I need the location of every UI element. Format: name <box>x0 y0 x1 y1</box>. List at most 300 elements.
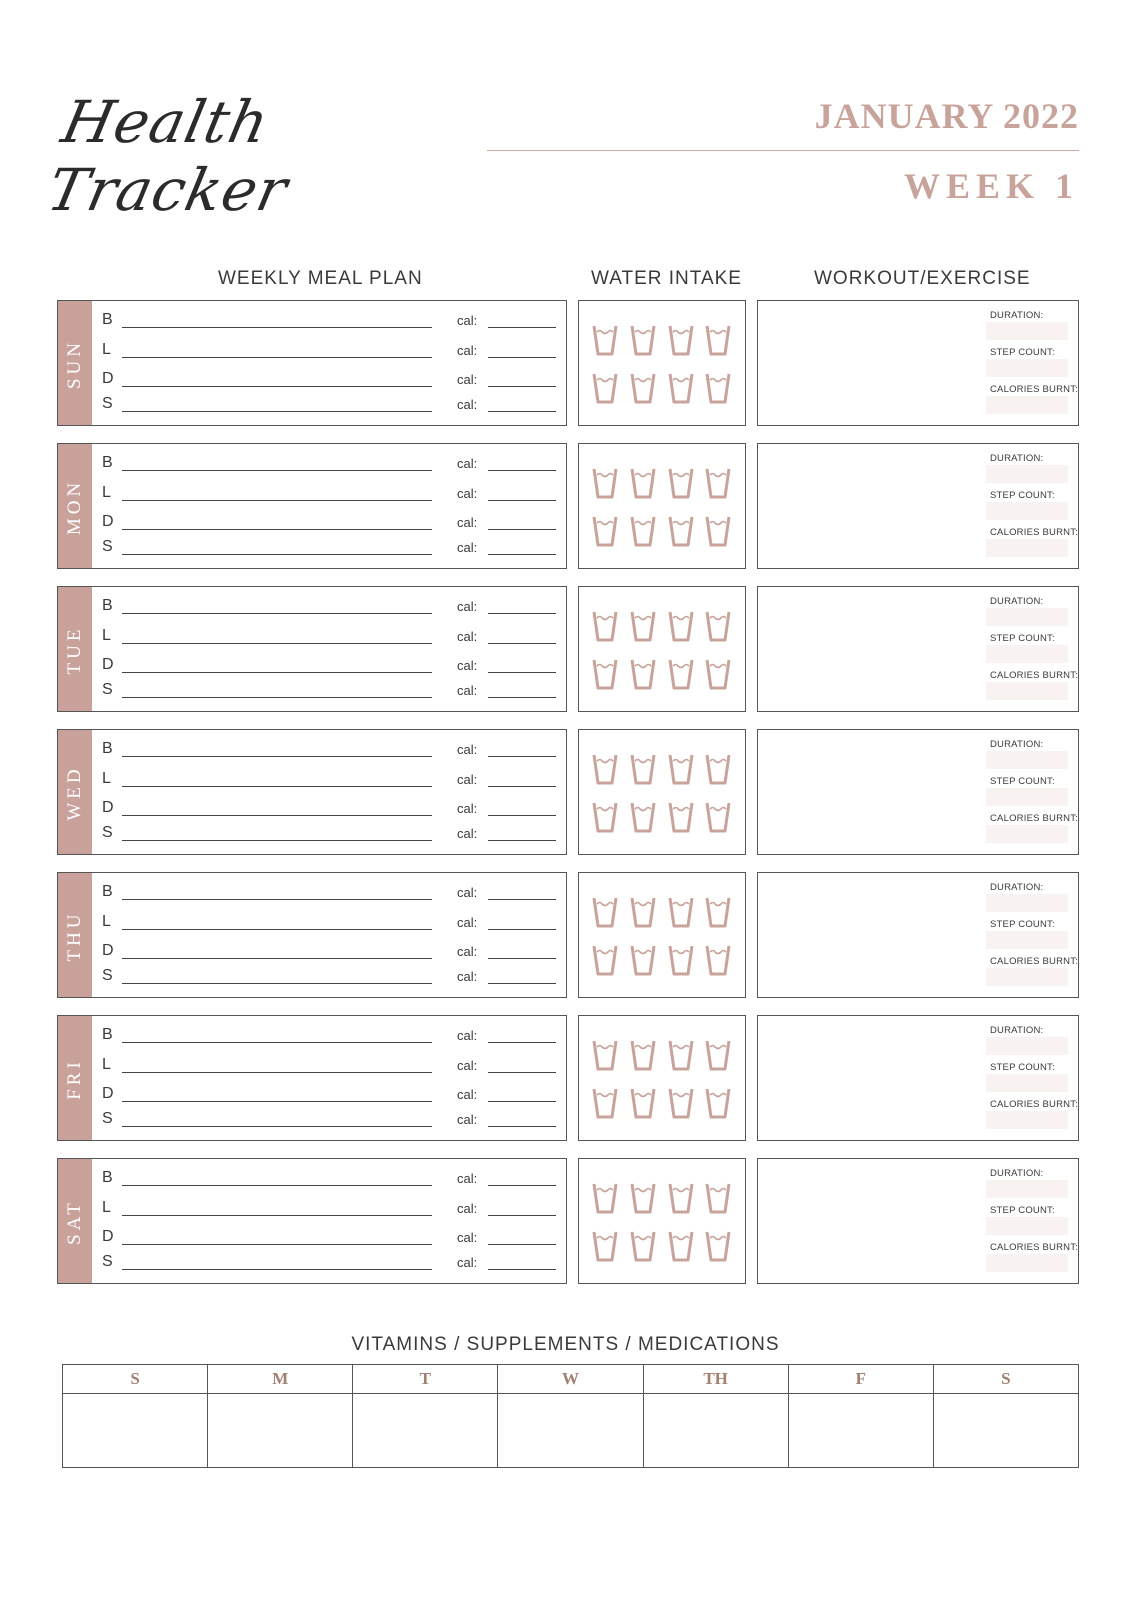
water-cup-icon[interactable] <box>704 466 732 500</box>
water-cup-icon[interactable] <box>667 800 695 834</box>
cal-label: cal: <box>457 1028 478 1043</box>
workout-field-duration[interactable] <box>986 894 1068 912</box>
meal-letter: D <box>102 799 114 816</box>
water-cup-icon[interactable] <box>667 466 695 500</box>
cal-entry-line[interactable] <box>488 411 556 412</box>
workout-field-duration[interactable] <box>986 608 1068 626</box>
meal-letter: B <box>102 311 113 328</box>
cal-entry-line[interactable] <box>488 672 556 673</box>
meal-line[interactable] <box>102 938 558 964</box>
cal-label: cal: <box>457 397 478 412</box>
workout-label-steps: STEP COUNT: <box>990 347 1055 358</box>
day-tab <box>58 444 92 568</box>
water-cup-icon[interactable] <box>591 752 619 786</box>
meal-entry-line[interactable] <box>122 529 432 530</box>
meal-entry-line[interactable] <box>122 386 432 387</box>
week-label: WEEK 1 <box>903 166 1079 206</box>
cal-entry-line[interactable] <box>488 1215 556 1216</box>
meal-line[interactable] <box>102 963 558 989</box>
vitamins-day-header: W <box>498 1365 642 1394</box>
cal-entry-line[interactable] <box>488 1126 556 1127</box>
meal-line[interactable] <box>102 1249 558 1275</box>
water-box <box>578 443 746 569</box>
vitamins-table <box>62 1364 1079 1468</box>
workout-field-duration[interactable] <box>986 1037 1068 1055</box>
meal-line[interactable] <box>102 450 558 476</box>
water-cup-icon[interactable] <box>704 1181 732 1215</box>
workout-label-duration: DURATION: <box>990 882 1044 893</box>
meal-line[interactable] <box>102 909 558 935</box>
workout-label-calories: CALORIES BURNT: <box>990 956 1078 967</box>
workout-field-calories[interactable] <box>986 1111 1068 1129</box>
day-tab <box>58 1159 92 1283</box>
meal-entry-line[interactable] <box>122 1185 432 1186</box>
meal-box <box>57 1015 567 1141</box>
cal-entry-line[interactable] <box>488 697 556 698</box>
day-label: THU <box>64 910 85 962</box>
vitamins-day-header: S <box>934 1365 1078 1394</box>
workout-field-calories[interactable] <box>986 539 1068 557</box>
workout-label-calories: CALORIES BURNT: <box>990 384 1078 395</box>
workout-label-calories: CALORIES BURNT: <box>990 1242 1078 1253</box>
meal-line[interactable] <box>102 652 558 678</box>
water-cup-icon[interactable] <box>591 1038 619 1072</box>
water-cup-icon[interactable] <box>629 514 657 548</box>
water-cup-icon[interactable] <box>629 1229 657 1263</box>
meal-line[interactable] <box>102 766 558 792</box>
day-tab <box>58 1016 92 1140</box>
meal-line[interactable] <box>102 795 558 821</box>
cal-entry-line[interactable] <box>488 958 556 959</box>
meal-entry-line[interactable] <box>122 1072 432 1073</box>
meal-entry-line[interactable] <box>122 1101 432 1102</box>
meal-box <box>57 300 567 426</box>
cal-label: cal: <box>457 944 478 959</box>
day-label: SUN <box>64 338 85 390</box>
workout-field-duration[interactable] <box>986 1180 1068 1198</box>
water-cup-icon[interactable] <box>667 1181 695 1215</box>
workout-label-calories: CALORIES BURNT: <box>990 670 1078 681</box>
meal-line[interactable] <box>102 534 558 560</box>
water-cup-icon[interactable] <box>591 800 619 834</box>
cal-label: cal: <box>457 772 478 787</box>
cal-entry-line[interactable] <box>488 554 556 555</box>
workout-field-calories[interactable] <box>986 968 1068 986</box>
workout-field-steps[interactable] <box>986 1074 1068 1092</box>
meal-box <box>57 1158 567 1284</box>
workout-label-steps: STEP COUNT: <box>990 1205 1055 1216</box>
water-cup-icon[interactable] <box>704 800 732 834</box>
cal-entry-line[interactable] <box>488 840 556 841</box>
water-cup-icon[interactable] <box>667 1229 695 1263</box>
cal-label: cal: <box>457 885 478 900</box>
vitamins-day-header: F <box>789 1365 933 1394</box>
meal-letter: L <box>102 341 111 358</box>
water-cup-icon[interactable] <box>667 514 695 548</box>
water-cup-icon[interactable] <box>591 609 619 643</box>
meal-entry-line[interactable] <box>122 672 432 673</box>
meal-entry-line[interactable] <box>122 1244 432 1245</box>
meal-entry-line[interactable] <box>122 697 432 698</box>
water-cup-icon[interactable] <box>591 371 619 405</box>
cal-label: cal: <box>457 515 478 530</box>
workout-box <box>757 1158 1079 1284</box>
day-label: SAT <box>64 1199 85 1245</box>
water-cup-icon[interactable] <box>704 1086 732 1120</box>
cal-entry-line[interactable] <box>488 327 556 328</box>
meal-line[interactable] <box>102 509 558 535</box>
water-box <box>578 872 746 998</box>
meal-letter: L <box>102 1199 111 1216</box>
cal-entry-line[interactable] <box>488 470 556 471</box>
cal-label: cal: <box>457 540 478 555</box>
meal-line[interactable] <box>102 480 558 506</box>
water-cup-icon[interactable] <box>704 514 732 548</box>
cal-label: cal: <box>457 629 478 644</box>
workout-field-calories[interactable] <box>986 682 1068 700</box>
water-cup-icon[interactable] <box>667 1086 695 1120</box>
cal-entry-line[interactable] <box>488 1269 556 1270</box>
water-intake-heading: WATER INTAKE <box>591 268 742 289</box>
day-tab <box>58 301 92 425</box>
water-cup-icon[interactable] <box>667 1038 695 1072</box>
day-tab <box>58 587 92 711</box>
meal-entry-line[interactable] <box>122 411 432 412</box>
meal-line[interactable] <box>102 677 558 703</box>
day-row-thu <box>57 872 1079 1000</box>
water-cup-icon[interactable] <box>629 466 657 500</box>
workout-field-steps[interactable] <box>986 1217 1068 1235</box>
cal-entry-line[interactable] <box>488 756 556 757</box>
workout-field-steps[interactable] <box>986 502 1068 520</box>
cal-label: cal: <box>457 683 478 698</box>
meal-letter: D <box>102 1228 114 1245</box>
meal-line[interactable] <box>102 1081 558 1107</box>
water-cup-icon[interactable] <box>591 1229 619 1263</box>
day-row-sat <box>57 1158 1079 1286</box>
meal-entry-line[interactable] <box>122 470 432 471</box>
cal-label: cal: <box>457 826 478 841</box>
meal-entry-line[interactable] <box>122 1269 432 1270</box>
meal-letter: L <box>102 627 111 644</box>
cal-entry-line[interactable] <box>488 1072 556 1073</box>
vitamins-column[interactable] <box>208 1365 353 1467</box>
cal-entry-line[interactable] <box>488 983 556 984</box>
meal-entry-line[interactable] <box>122 500 432 501</box>
day-label: WED <box>64 765 85 821</box>
water-cup-icon[interactable] <box>704 943 732 977</box>
day-row-fri <box>57 1015 1079 1143</box>
water-cup-icon[interactable] <box>591 657 619 691</box>
meal-line[interactable] <box>102 879 558 905</box>
water-box <box>578 586 746 712</box>
meal-line[interactable] <box>102 307 558 333</box>
meal-line[interactable] <box>102 1106 558 1132</box>
vitamins-day-header: S <box>63 1365 207 1394</box>
meal-entry-line[interactable] <box>122 983 432 984</box>
meal-box <box>57 872 567 998</box>
meal-letter: B <box>102 740 113 757</box>
meal-line[interactable] <box>102 391 558 417</box>
meal-letter: S <box>102 967 113 984</box>
workout-box <box>757 300 1079 426</box>
meal-entry-line[interactable] <box>122 357 432 358</box>
workout-label-steps: STEP COUNT: <box>990 633 1055 644</box>
water-cup-icon[interactable] <box>667 657 695 691</box>
water-cup-icon[interactable] <box>667 895 695 929</box>
water-cup-icon[interactable] <box>667 371 695 405</box>
cal-entry-line[interactable] <box>488 1185 556 1186</box>
cal-label: cal: <box>457 486 478 501</box>
cal-entry-line[interactable] <box>488 500 556 501</box>
workout-label-duration: DURATION: <box>990 1168 1044 1179</box>
workout-box <box>757 443 1079 569</box>
water-cup-icon[interactable] <box>629 895 657 929</box>
water-cup-icon[interactable] <box>704 1229 732 1263</box>
meal-letter: L <box>102 1056 111 1073</box>
meal-entry-line[interactable] <box>122 554 432 555</box>
water-cup-icon[interactable] <box>667 323 695 357</box>
cal-entry-line[interactable] <box>488 386 556 387</box>
day-label: FRI <box>64 1058 85 1100</box>
meal-entry-line[interactable] <box>122 613 432 614</box>
water-cup-icon[interactable] <box>629 609 657 643</box>
cal-label: cal: <box>457 1201 478 1216</box>
workout-label-duration: DURATION: <box>990 453 1044 464</box>
water-box <box>578 729 746 855</box>
vitamins-heading: VITAMINS / SUPPLEMENTS / MEDICATIONS <box>351 1334 780 1355</box>
day-row-sun <box>57 300 1079 428</box>
meal-entry-line[interactable] <box>122 929 432 930</box>
cal-entry-line[interactable] <box>488 786 556 787</box>
workout-label-steps: STEP COUNT: <box>990 490 1055 501</box>
day-label: TUE <box>64 625 85 675</box>
workout-label-steps: STEP COUNT: <box>990 1062 1055 1073</box>
cal-entry-line[interactable] <box>488 1101 556 1102</box>
water-cup-icon[interactable] <box>629 1181 657 1215</box>
meal-letter: B <box>102 1026 113 1043</box>
cal-entry-line[interactable] <box>488 1042 556 1043</box>
vitamins-column[interactable] <box>789 1365 934 1467</box>
cal-label: cal: <box>457 599 478 614</box>
water-cup-icon[interactable] <box>591 943 619 977</box>
meal-letter: S <box>102 681 113 698</box>
meal-line[interactable] <box>102 1165 558 1191</box>
meal-entry-line[interactable] <box>122 1042 432 1043</box>
water-cup-icon[interactable] <box>629 1038 657 1072</box>
cal-label: cal: <box>457 1255 478 1270</box>
meal-letter: B <box>102 454 113 471</box>
water-cup-icon[interactable] <box>629 323 657 357</box>
meal-line[interactable] <box>102 1052 558 1078</box>
water-box <box>578 300 746 426</box>
water-cup-icon[interactable] <box>591 323 619 357</box>
meal-letter: L <box>102 484 111 501</box>
vitamins-column[interactable] <box>934 1365 1078 1467</box>
water-cup-icon[interactable] <box>629 657 657 691</box>
meal-box <box>57 443 567 569</box>
water-cup-icon[interactable] <box>704 895 732 929</box>
meal-entry-line[interactable] <box>122 840 432 841</box>
meal-letter: L <box>102 770 111 787</box>
workout-label-calories: CALORIES BURNT: <box>990 1099 1078 1110</box>
water-cup-icon[interactable] <box>704 371 732 405</box>
workout-field-steps[interactable] <box>986 931 1068 949</box>
workout-field-duration[interactable] <box>986 751 1068 769</box>
workout-box <box>757 872 1079 998</box>
meal-box <box>57 586 567 712</box>
workout-field-steps[interactable] <box>986 645 1068 663</box>
meal-letter: L <box>102 913 111 930</box>
cal-label: cal: <box>457 801 478 816</box>
cal-label: cal: <box>457 969 478 984</box>
vitamins-column[interactable] <box>63 1365 208 1467</box>
cal-label: cal: <box>457 313 478 328</box>
water-box <box>578 1158 746 1284</box>
meal-letter: S <box>102 538 113 555</box>
meal-entry-line[interactable] <box>122 786 432 787</box>
vitamins-day-header: T <box>353 1365 497 1394</box>
workout-label-duration: DURATION: <box>990 739 1044 750</box>
day-tab <box>58 873 92 997</box>
workout-label-calories: CALORIES BURNT: <box>990 813 1078 824</box>
meal-line[interactable] <box>102 593 558 619</box>
meal-entry-line[interactable] <box>122 1126 432 1127</box>
water-cup-icon[interactable] <box>704 323 732 357</box>
cal-entry-line[interactable] <box>488 1244 556 1245</box>
cal-label: cal: <box>457 658 478 673</box>
water-cup-icon[interactable] <box>667 752 695 786</box>
meal-letter: S <box>102 1110 113 1127</box>
cal-label: cal: <box>457 1112 478 1127</box>
cal-label: cal: <box>457 456 478 471</box>
meal-line[interactable] <box>102 366 558 392</box>
workout-field-calories[interactable] <box>986 1254 1068 1272</box>
workout-box <box>757 1015 1079 1141</box>
vitamins-column[interactable] <box>498 1365 643 1467</box>
meal-letter: D <box>102 370 114 387</box>
cal-label: cal: <box>457 1087 478 1102</box>
workout-box <box>757 729 1079 855</box>
meal-letter: B <box>102 597 113 614</box>
water-cup-icon[interactable] <box>704 752 732 786</box>
cal-entry-line[interactable] <box>488 899 556 900</box>
workout-label-calories: CALORIES BURNT: <box>990 527 1078 538</box>
page-title: Health Tracker <box>41 88 294 224</box>
workout-label-duration: DURATION: <box>990 1025 1044 1036</box>
day-row-mon <box>57 443 1079 571</box>
vitamins-column[interactable] <box>353 1365 498 1467</box>
water-cup-icon[interactable] <box>704 1038 732 1072</box>
meal-letter: B <box>102 883 113 900</box>
meal-letter: D <box>102 513 114 530</box>
cal-entry-line[interactable] <box>488 643 556 644</box>
month-label: JANUARY 2022 <box>814 96 1079 136</box>
day-label: MON <box>64 478 85 536</box>
meal-entry-line[interactable] <box>122 1215 432 1216</box>
water-cup-icon[interactable] <box>629 943 657 977</box>
workout-label-steps: STEP COUNT: <box>990 776 1055 787</box>
workout-field-calories[interactable] <box>986 825 1068 843</box>
workout-field-calories[interactable] <box>986 396 1068 414</box>
meal-line[interactable] <box>102 820 558 846</box>
cal-entry-line[interactable] <box>488 357 556 358</box>
water-box <box>578 1015 746 1141</box>
water-cup-icon[interactable] <box>629 371 657 405</box>
meal-line[interactable] <box>102 1195 558 1221</box>
cal-label: cal: <box>457 1171 478 1186</box>
cal-entry-line[interactable] <box>488 929 556 930</box>
water-cup-icon[interactable] <box>704 657 732 691</box>
meal-line[interactable] <box>102 623 558 649</box>
cal-label: cal: <box>457 372 478 387</box>
meal-line[interactable] <box>102 337 558 363</box>
workout-field-duration[interactable] <box>986 322 1068 340</box>
water-cup-icon[interactable] <box>667 609 695 643</box>
meal-line[interactable] <box>102 736 558 762</box>
meal-letter: D <box>102 1085 114 1102</box>
meal-entry-line[interactable] <box>122 958 432 959</box>
meal-letter: S <box>102 395 113 412</box>
vitamins-day-header: TH <box>644 1365 788 1394</box>
water-cup-icon[interactable] <box>629 800 657 834</box>
day-tab <box>58 730 92 854</box>
water-cup-icon[interactable] <box>591 1086 619 1120</box>
workout-field-duration[interactable] <box>986 465 1068 483</box>
vitamins-column[interactable] <box>644 1365 789 1467</box>
water-cup-icon[interactable] <box>704 609 732 643</box>
cal-label: cal: <box>457 915 478 930</box>
water-cup-icon[interactable] <box>591 1181 619 1215</box>
meal-letter: S <box>102 824 113 841</box>
day-row-tue <box>57 586 1079 714</box>
cal-entry-line[interactable] <box>488 529 556 530</box>
workout-box <box>757 586 1079 712</box>
day-row-wed <box>57 729 1079 857</box>
cal-entry-line[interactable] <box>488 815 556 816</box>
cal-label: cal: <box>457 1058 478 1073</box>
water-cup-icon[interactable] <box>629 752 657 786</box>
water-cup-icon[interactable] <box>629 1086 657 1120</box>
meal-entry-line[interactable] <box>122 643 432 644</box>
meal-letter: S <box>102 1253 113 1270</box>
water-cup-icon[interactable] <box>667 943 695 977</box>
meal-entry-line[interactable] <box>122 899 432 900</box>
meal-letter: D <box>102 942 114 959</box>
cal-entry-line[interactable] <box>488 613 556 614</box>
header-divider <box>487 150 1079 151</box>
cal-label: cal: <box>457 1230 478 1245</box>
water-cup-icon[interactable] <box>591 514 619 548</box>
meal-entry-line[interactable] <box>122 815 432 816</box>
workout-label-duration: DURATION: <box>990 310 1044 321</box>
meal-box <box>57 729 567 855</box>
meal-entry-line[interactable] <box>122 327 432 328</box>
workout-field-steps[interactable] <box>986 788 1068 806</box>
workout-label-duration: DURATION: <box>990 596 1044 607</box>
water-cup-icon[interactable] <box>591 466 619 500</box>
meal-line[interactable] <box>102 1224 558 1250</box>
meal-line[interactable] <box>102 1022 558 1048</box>
meal-plan-heading: WEEKLY MEAL PLAN <box>218 268 423 289</box>
meal-entry-line[interactable] <box>122 756 432 757</box>
water-cup-icon[interactable] <box>591 895 619 929</box>
meal-letter: D <box>102 656 114 673</box>
cal-label: cal: <box>457 343 478 358</box>
cal-label: cal: <box>457 742 478 757</box>
workout-heading: WORKOUT/EXERCISE <box>814 268 1031 289</box>
workout-field-steps[interactable] <box>986 359 1068 377</box>
